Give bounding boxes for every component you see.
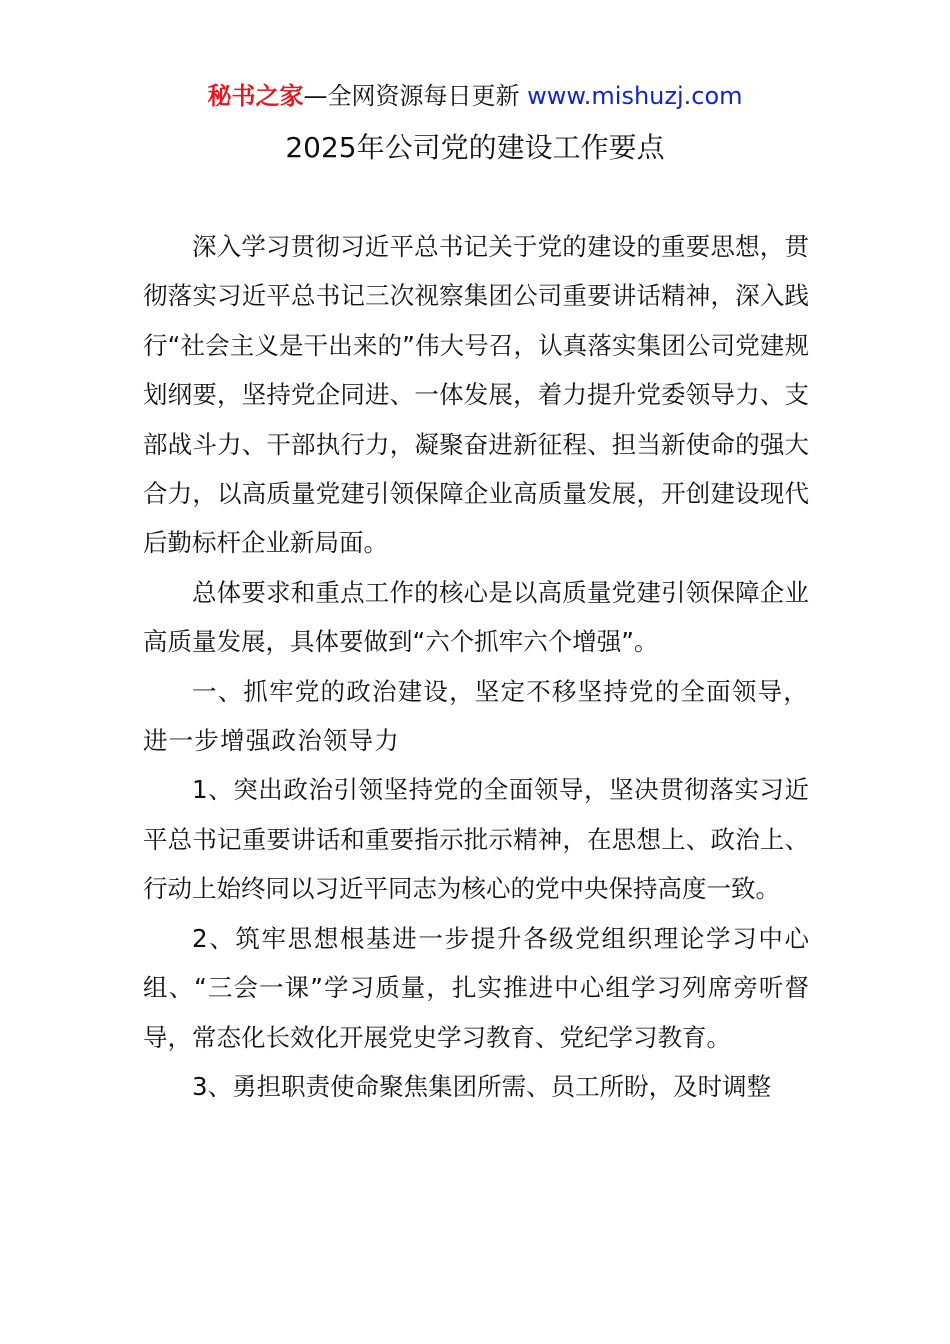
document-body <box>143 222 809 1111</box>
paragraph-requirements: 总体要求和重点工作的核心是以高质量党建引领保障企业高质量发展，具体要做到“六个抓牢六个增强”。 <box>143 577 809 657</box>
site-tagline: —全网资源每日更新 <box>303 82 520 110</box>
section-heading-1: 一、抓牢党的政治建设，坚定不移坚持党的全面领导，进一步增强政治领导力 <box>143 676 809 756</box>
site-header <box>0 78 950 114</box>
paragraph-intro: 深入学习贯彻习近平总书记关于党的建设的重要思想，贯彻落实习近平总书记三次视察集团公司重要讲话精神，深入践行“社会主义是干出来的”伟大号召，认真落实集团公司党建规划纲要，坚持党企同进、一体发展，着力提升党委领导力、支部战斗力、干部执行力，凝聚奋进新征程、担当新使命的强大合力，以高质量党建引领保障企业高质量发展，开创建设现代后勤标杆企业新局面。 <box>143 232 809 558</box>
paragraph-item-1: 1、突出政治引领坚持党的全面领导，坚决贯彻落实习近平总书记重要讲话和重要指示批示精神，在思想上、政治上、行动上始终同以习近平同志为核心的党中央保持高度一致。 <box>143 775 809 904</box>
site-url[interactable]: www.mishuzj.com <box>527 82 743 110</box>
paragraph-item-2: 2、筑牢思想根基进一步提升各级党组织理论学习中心组、“三会一课”学习质量，扎实推进中心组学习列席旁听督导，常态化长效化开展党史学习教育、党纪学习教育。 <box>143 923 809 1052</box>
document-title: 2025年公司党的建设工作要点 <box>285 131 665 164</box>
site-brand: 秘书之家 <box>207 82 304 110</box>
paragraph-item-3: 3、勇担职责使命聚焦集团所需、员工所盼，及时调整 <box>192 1071 772 1101</box>
